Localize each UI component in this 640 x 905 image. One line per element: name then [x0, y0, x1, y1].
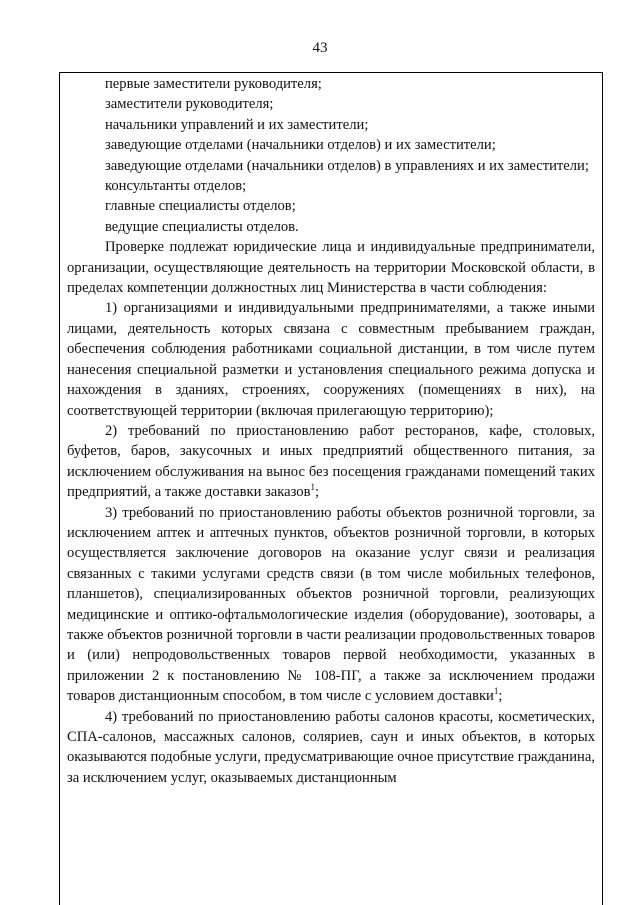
paragraph-intro: Проверке подлежат юридические лица и индивидуальные предприниматели, организации, осуществляющие деятельность на территории Московской области, в пределах компетенции должностных лиц Министерства в части соблюдения:	[67, 239, 595, 297]
list-item: начальники управлений и их заместители;	[105, 116, 369, 133]
document-body	[67, 74, 595, 788]
footnote-mark: 1	[310, 482, 315, 493]
footnote-mark: 1	[493, 686, 499, 697]
page-number: 43	[312, 40, 328, 56]
paragraph-item-3	[67, 503, 595, 707]
paragraph-item-2	[67, 421, 595, 503]
list-item: главные специалисты отделов;	[105, 198, 296, 215]
list-item: заведующие отделами (начальники отделов) и их заместители;	[105, 137, 496, 154]
list-item: консультанты отделов;	[105, 178, 247, 195]
list-item: заместители руководителя;	[105, 96, 274, 113]
paragraph-text: 3) требований по приостановлению работы объектов розничной торговли, за исключением аптек и аптечных пунктов, объектов розничной торговли, в которых осуществляется заключение договоров на оказание услуг связи и реализация связанных с такими услугами средств связи (в том числе мобильных телефонов, планшетов), специализированных объектов розничной торговли, реализующих медицинские и оптико-офтальмологические изделия (оборудование), зоотовары, а также объектов розничной торговли в части реализации продовольственных товаров и (или) непродовольственных товаров первой необходимости, указанных в приложении 2 к постановлению № 108-ПГ, а также за исключением продажи товаров дистанционным способом, в том числе с условием доставки	[67, 504, 595, 705]
paragraph-item-1: 1) организациями и индивидуальными предпринимателями, а также иными лицами, деятельность которых связана с совместным пребыванием граждан, обеспечения соблюдения работниками социальной дистанции, в том числе путем нанесения специальной разметки и установления специального режима допуска и нахождения в зданиях, строениях, сооружениях (помещениях в них), на соответствующей территории (включая прилегающую территорию);	[67, 300, 595, 419]
paragraph-text: 2) требований по приостановлению работ ресторанов, кафе, столовых, буфетов, баров, закусочных и иных предприятий общественного питания, за исключением обслуживания на вынос без посещения гражданами помещений таких предприятий, а также доставки заказов	[67, 422, 595, 501]
list-item: первые заместители руководителя;	[105, 76, 322, 92]
list-item: ведущие специалисты отделов.	[105, 218, 299, 235]
paragraph-end: ;	[498, 688, 503, 705]
paragraph-end: ;	[315, 484, 320, 501]
list-item: заведующие отделами (начальники отделов) в управлениях и их заместители;	[105, 157, 589, 174]
paragraph-item-4: 4) требований по приостановлению работы салонов красоты, косметических, СПА-салонов, массажных салонов, соляриев, саун и иных объектов, в которых оказываются подобные услуги, предусматривающие очное присутствие гражданина, за исключением услуг, оказываемых дистанционным	[67, 708, 595, 786]
